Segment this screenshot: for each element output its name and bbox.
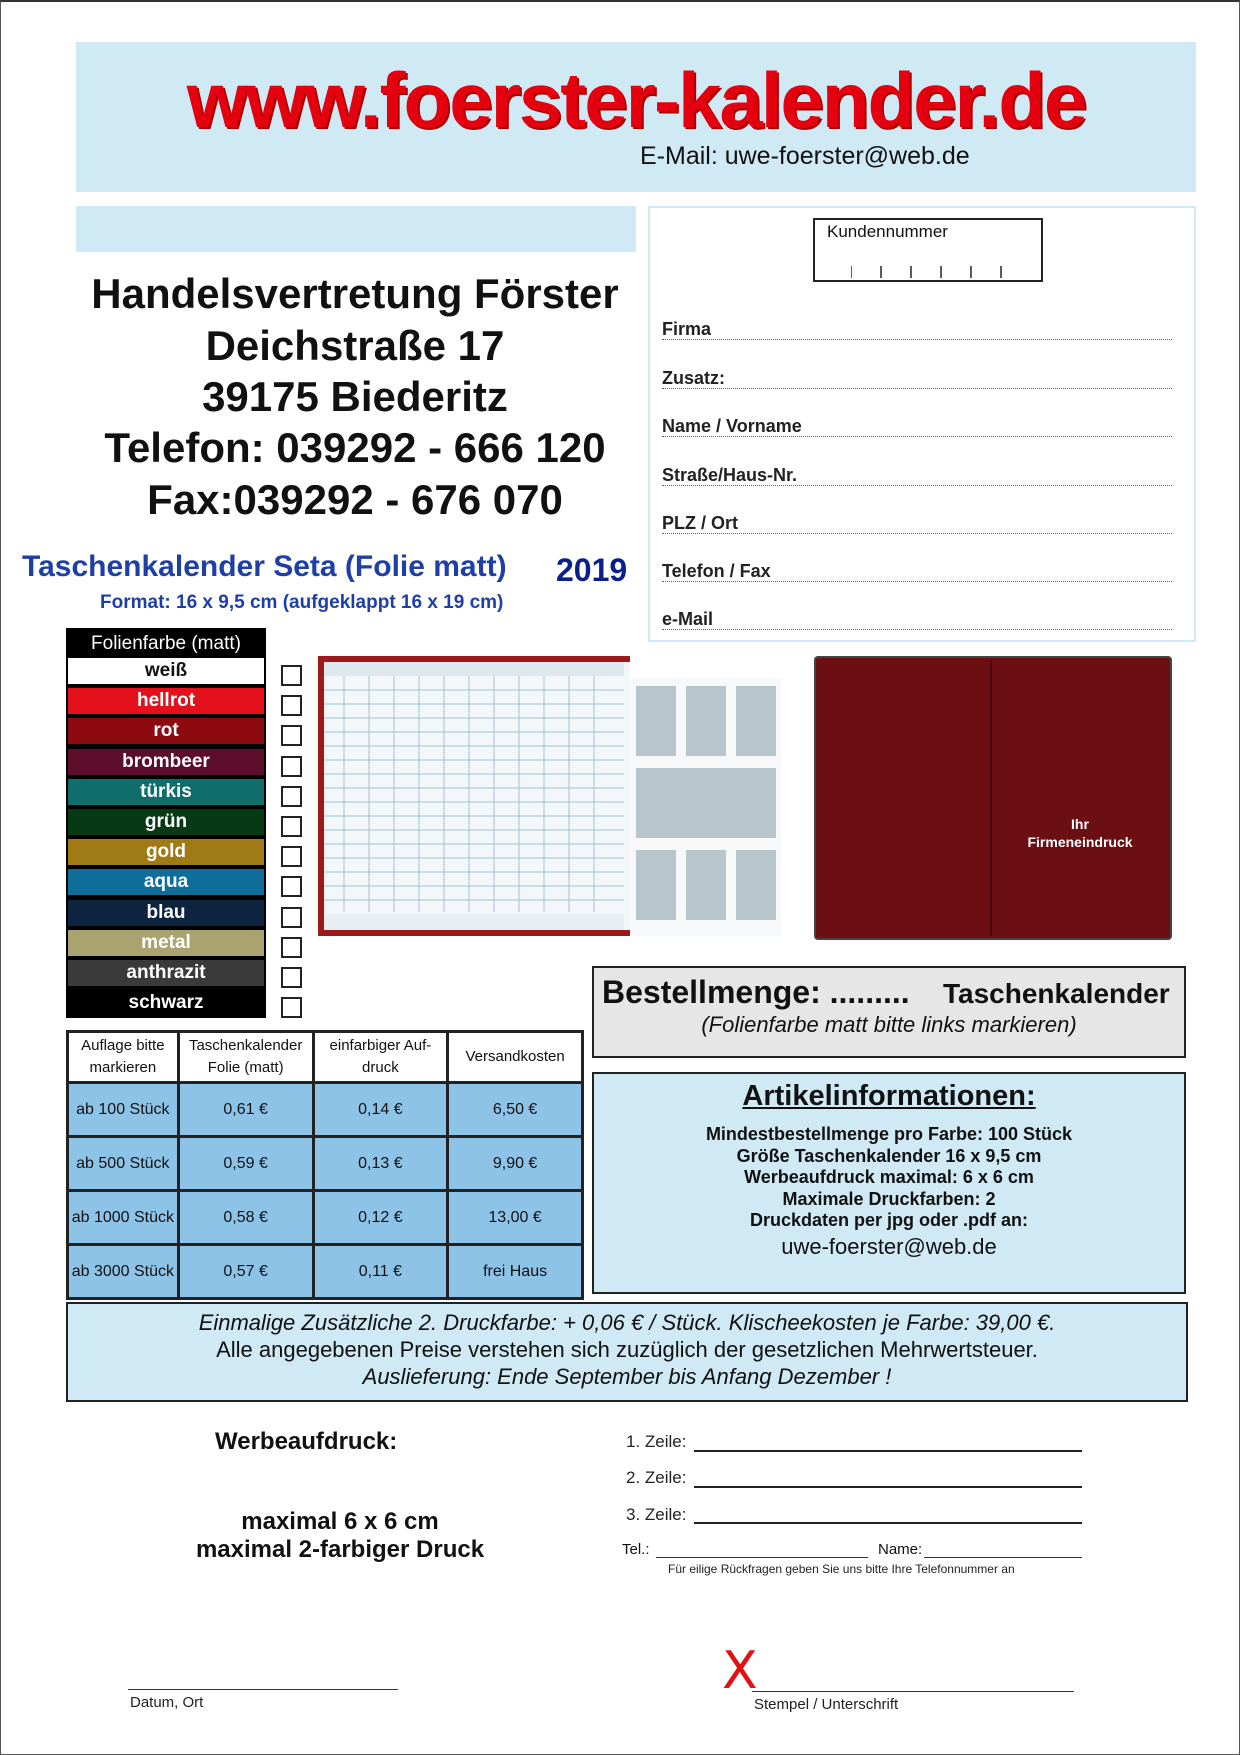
price-cell-folie: 0,57 € <box>178 1245 313 1299</box>
price-cell-auflage[interactable]: ab 3000 Stück <box>68 1245 179 1299</box>
werbeaufdruck-size: maximal 6 x 6 cm <box>241 1508 439 1535</box>
order-quantity-hint: (Folienfarbe matt bitte links markieren) <box>701 1012 1077 1037</box>
price-cell-aufdruck: 0,13 € <box>313 1137 448 1191</box>
address-band <box>76 206 636 252</box>
color-checkbox[interactable] <box>281 725 302 746</box>
price-cell-auflage[interactable]: ab 100 Stück <box>68 1083 179 1137</box>
company-name: Handelsvertretung Förster <box>91 270 619 317</box>
notice-line-2: Alle angegebenen Preise verstehen sich zuzüglich der gesetzlichen Mehrwertsteuer. <box>216 1337 1038 1362</box>
tel-label: Tel.: <box>622 1541 650 1558</box>
form-label-firma: Firma <box>662 319 712 339</box>
color-checkbox[interactable] <box>281 665 302 686</box>
price-cell-folie: 0,61 € <box>178 1083 313 1137</box>
product-title: Taschenkalender Seta (Folie matt) <box>22 550 507 583</box>
signature-field[interactable] <box>752 1691 1074 1692</box>
color-checkbox[interactable] <box>281 907 302 928</box>
color-swatch: hellrot <box>68 688 264 714</box>
notice-line-3: Auslieferung: Ende September bis Anfang Dezember ! <box>362 1364 892 1389</box>
product-format: Format: 16 x 9,5 cm (aufgeklappt 16 x 19 cm) <box>100 592 504 613</box>
price-cell-auflage[interactable]: ab 500 Stück <box>68 1137 179 1191</box>
stamp-signature-label: Stempel / Unterschrift <box>754 1696 899 1713</box>
price-header-folie: Taschenkalender Folie (matt) <box>178 1032 313 1083</box>
color-swatch: blau <box>68 900 264 926</box>
form-field-name[interactable] <box>662 436 1172 437</box>
info-email[interactable]: uwe-foerster@web.de <box>781 1234 997 1259</box>
info-line: Größe Taschenkalender 16 x 9,5 cm <box>736 1146 1042 1166</box>
calendar-overview-illustration <box>630 678 782 936</box>
kundennummer-ticks <box>851 266 1011 278</box>
price-cell-auflage[interactable]: ab 1000 Stück <box>68 1191 179 1245</box>
zeile-1-field[interactable] <box>694 1450 1082 1452</box>
price-header-versand: Versandkosten <box>448 1032 583 1083</box>
price-cell-versand: frei Haus <box>448 1245 583 1299</box>
product-year: 2019 <box>556 552 628 588</box>
calendar-grid-illustration <box>324 662 624 930</box>
color-swatch: brombeer <box>68 749 264 775</box>
table-row[interactable] <box>68 1191 583 1245</box>
color-swatch: rot <box>68 718 264 744</box>
price-cell-versand: 13,00 € <box>448 1191 583 1245</box>
price-cell-versand: 9,90 € <box>448 1137 583 1191</box>
phone-hint: Für eilige Rückfragen geben Sie uns bitte Ihre Telefonnummer an <box>668 1562 1015 1576</box>
color-checkbox[interactable] <box>281 967 302 988</box>
form-field-strasse[interactable] <box>662 485 1172 486</box>
name-label: Name: <box>878 1541 923 1558</box>
info-line: Druckdaten per jpg oder .pdf an: <box>749 1210 1029 1230</box>
price-table <box>66 1030 584 1300</box>
info-line: Maximale Druckfarben: 2 <box>782 1189 996 1209</box>
tel-field[interactable] <box>656 1557 868 1558</box>
form-field-firma[interactable] <box>662 339 1172 340</box>
form-label-email: e-Mail <box>662 609 714 629</box>
price-cell-folie: 0,59 € <box>178 1137 313 1191</box>
name-field[interactable] <box>924 1557 1082 1558</box>
color-swatch: anthrazit <box>68 960 264 986</box>
zeile-2-label: 2. Zeile: <box>626 1468 687 1487</box>
color-swatch: weiß <box>68 658 264 684</box>
article-info-title: Artikelinformationen: <box>742 1080 1036 1112</box>
order-quantity-unit: Taschenkalender <box>943 978 1170 1009</box>
price-cell-aufdruck: 0,14 € <box>313 1083 448 1137</box>
zeile-3-label: 3. Zeile: <box>626 1505 687 1524</box>
form-label-name: Name / Vorname <box>662 416 802 436</box>
werbeaufdruck-colors: maximal 2-farbiger Druck <box>195 1536 485 1563</box>
color-checkbox[interactable] <box>281 876 302 897</box>
zeile-2-field[interactable] <box>694 1486 1082 1488</box>
color-swatch: grün <box>68 809 264 835</box>
zeile-3-field[interactable] <box>694 1522 1082 1524</box>
price-header-aufdruck: einfarbiger Auf-druck <box>313 1032 448 1083</box>
table-row[interactable] <box>68 1083 583 1137</box>
color-panel-header: Folienfarbe (matt) <box>91 633 241 654</box>
color-checkbox[interactable] <box>281 846 302 867</box>
calendar-cover-image <box>814 656 1172 940</box>
price-cell-folie: 0,58 € <box>178 1191 313 1245</box>
order-quantity-label: Bestellmenge: ......... <box>602 974 910 1010</box>
zeile-1-label: 1. Zeile: <box>626 1432 687 1451</box>
form-field-zusatz[interactable] <box>662 388 1172 389</box>
color-checkbox[interactable] <box>281 756 302 777</box>
form-label-plz-ort: PLZ / Ort <box>662 513 738 533</box>
price-header-auflage: Auflage bitte markieren <box>68 1032 179 1083</box>
form-field-plz-ort[interactable] <box>662 533 1172 534</box>
date-place-label: Datum, Ort <box>130 1694 204 1711</box>
price-cell-versand: 6,50 € <box>448 1083 583 1137</box>
site-url[interactable]: www.foerster-kalender.de <box>186 56 1086 144</box>
price-cell-aufdruck: 0,11 € <box>313 1245 448 1299</box>
signature-x-mark: X <box>722 1641 758 1701</box>
cover-imprint-line2: Firmeneindruck <box>1027 834 1133 850</box>
notice-line-1: Einmalige Zusätzliche 2. Druckfarbe: + 0,06 € / Stück. Klischeekosten je Farbe: 39,00 €. <box>198 1310 1056 1335</box>
street: Deichstraße 17 <box>205 322 505 369</box>
color-swatch: schwarz <box>68 990 264 1016</box>
header-email[interactable]: E-Mail: uwe-foerster@web.de <box>640 142 970 170</box>
info-line: Mindestbestellmenge pro Farbe: 100 Stück <box>705 1124 1073 1144</box>
table-row[interactable] <box>68 1137 583 1191</box>
color-checkbox[interactable] <box>281 997 302 1018</box>
price-cell-aufdruck: 0,12 € <box>313 1191 448 1245</box>
color-swatch: gold <box>68 839 264 865</box>
kundennummer-label: Kundennummer <box>827 222 948 241</box>
form-field-telefon-fax[interactable] <box>662 581 1172 582</box>
form-label-strasse: Straße/Haus-Nr. <box>662 465 798 485</box>
city: 39175 Biederitz <box>202 373 508 420</box>
color-checkbox[interactable] <box>281 816 302 837</box>
calendar-overview-image <box>630 678 782 936</box>
phone: Telefon: 039292 - 666 120 <box>104 424 606 471</box>
info-line: Werbeaufdruck maximal: 6 x 6 cm <box>744 1167 1034 1187</box>
color-swatch: türkis <box>68 779 264 805</box>
form-field-email[interactable] <box>662 629 1172 630</box>
form-label-telefon-fax: Telefon / Fax <box>662 561 771 581</box>
fax: Fax:039292 - 676 070 <box>147 476 563 523</box>
color-checkbox[interactable] <box>281 695 302 716</box>
cover-fold <box>990 660 992 936</box>
color-swatch: aqua <box>68 869 264 895</box>
calendar-page-image <box>318 656 630 936</box>
cover-imprint-line1: Ihr <box>1071 816 1089 832</box>
table-row[interactable] <box>68 1245 583 1299</box>
cover-imprint-text <box>1000 815 1160 851</box>
form-label-zusatz: Zusatz: <box>662 368 725 388</box>
werbeaufdruck-title: Werbeaufdruck: <box>215 1428 398 1455</box>
color-checkbox[interactable] <box>281 786 302 807</box>
color-checkbox[interactable] <box>281 937 302 958</box>
date-place-field[interactable] <box>128 1689 398 1690</box>
color-swatch: metal <box>68 930 264 956</box>
